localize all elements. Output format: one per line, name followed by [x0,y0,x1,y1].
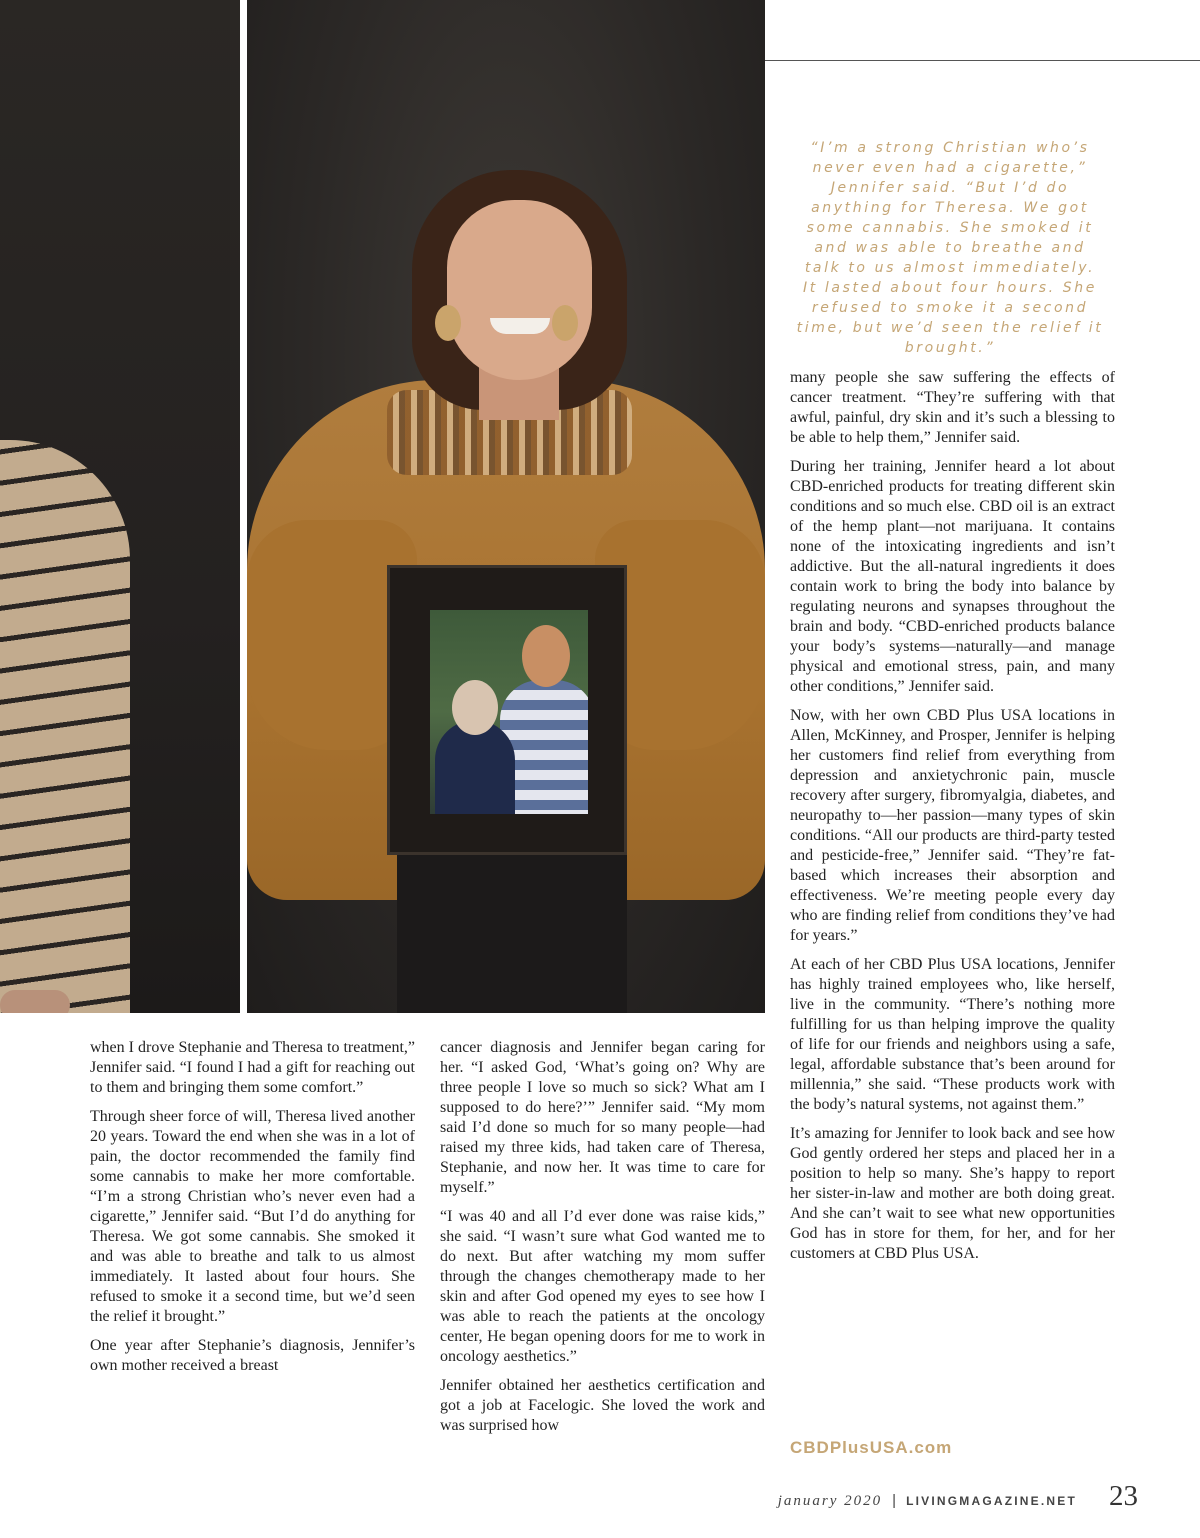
paragraph: when I drove Stephanie and Theresa to treatment,” Jennifer said. “I found I had a gift for reaching out to them and bringing them some comfort.” [90,1039,415,1096]
issue-date: january 2020 [777,1493,883,1509]
paragraph: Jennifer obtained her aesthetics certification and got a job at Facelogic. She loved the work and was surprised how [440,1377,765,1434]
earring-left [435,305,461,341]
paragraph: Now, with her own CBD Plus USA locations in Allen, McKinney, and Prosper, Jennifer is helping her customers find relief from everything from depression and anxietychronic pain, muscle recovery after surgery, fibromyalgia, diabetes, and neuropathy to—her passion—many types of skin conditions. “All our products are third-party tested and pesticide-free,” Jennifer said. “They’re fat-based which increases their absorption and effectiveness. We’re meeting people every day who are finding relief from conditions they’ve had for years.” [790,707,1115,944]
article-column-1 [90,1038,415,1385]
earring-right [552,305,578,341]
website-link[interactable]: CBDPlusUSA.com [790,1438,953,1457]
portrait-photo [247,0,765,1013]
article-column-3 [790,368,1115,1273]
magazine-site: LIVINGMAGAZINE.NET [906,1494,1077,1508]
article-column-2 [440,1038,765,1445]
photo-left-person [0,0,240,1013]
paragraph: cancer diagnosis and Jennifer began caring for her. “I asked God, ‘What’s going on? Why are three people I love so much so sick? What am I supposed to do here?’” Jennifer said. “My mom said I’d done so much for so many people—had raised my three kids, had taken care of Theresa, Stephanie, and now her. It was time to care for myself.” [440,1039,765,1196]
pull-quote: “I’m a strong Christian who’s never even had a cigarette,” Jennifer said. “But I’d do anything for Theresa. We got some cannabis. She smoked it and was able to breathe and talk to us almost immediately. It lasted about four hours. She refused to smoke it a second time, but we’d seen the relief it brought.” [796,140,1104,356]
striped-sweater-arm [0,440,130,1013]
paragraph: At each of her CBD Plus USA locations, Jennifer has highly trained employees who, like herself, live in the community. “There’s nothing more fulfilling for us than helping improve the quality of life for our friends and neighbors using a safe, legal, affordable substance that’s been around for millennia,” she said. “These products work with the body’s natural systems, not against them.” [790,956,1115,1113]
paragraph: During her training, Jennifer heard a lot about CBD-enriched products for treating different skin conditions and so much else. CBD oil is an extract of the hemp plant—not marijuana. It contains none of the intoxicating ingredients and isn’t addictive. But the all-natural ingredients it does contain work to bring the body into balance by regulating neurons and synapses throughout the brain and body. “CBD-enriched products balance your body’s systems—naturally—and manage physical and emotional stress, pain, and many other conditions,” Jennifer said. [790,458,1115,695]
dark-pants [397,840,627,1013]
framed-photo [430,610,588,814]
footer-separator: | [892,1492,897,1509]
paragraph: many people she saw suffering the effects of cancer treatment. “They’re suffering with that awful, painful, dry skin and it’s such a blessing to be able to help them,” Jennifer said. [790,369,1115,446]
page-number: 23 [1109,1480,1138,1512]
smile [490,318,550,334]
hand [0,990,70,1013]
paragraph: “I was 40 and all I’d ever done was raise kids,” she said. “I wasn’t sure what God wanted me to do next. But after watching my mom suffer through the changes chemotherapy made to her skin and after God opened my eyes to see how I was able to reach the patients at the oncology center, He began opening doors for me to work in oncology aesthetics.” [440,1208,765,1365]
page-footer [778,1480,1138,1513]
paragraph: It’s amazing for Jennifer to look back and see how God gently ordered her steps and placed her in a position to help so many. She’s happy to report her sister-in-law and mother are both doing great. And she can’t wait to see what new opportunities God has in store for them, for her, and for her customers at CBD Plus USA. [790,1125,1115,1262]
framed-person-right-head [522,625,570,687]
picture-frame [387,565,627,855]
framed-person-left-head [452,680,498,735]
face [447,200,592,380]
paragraph: One year after Stephanie’s diagnosis, Jennifer’s own mother received a breast [90,1337,415,1374]
paragraph: Through sheer force of will, Theresa lived another 20 years. Toward the end when she was in a lot of pain, the doctor recommended the family find some cannabis to make her more comfortable. “I’m a strong Christian who’s never even had a cigarette,” Jennifer said. “But I’d do anything for Theresa. We got some cannabis. She smoked it and was able to breathe and talk to us almost immediately. It lasted about four hours. She refused to smoke it a second time, but we’d seen the relief it brought.” [90,1108,415,1325]
top-rule [765,60,1200,61]
